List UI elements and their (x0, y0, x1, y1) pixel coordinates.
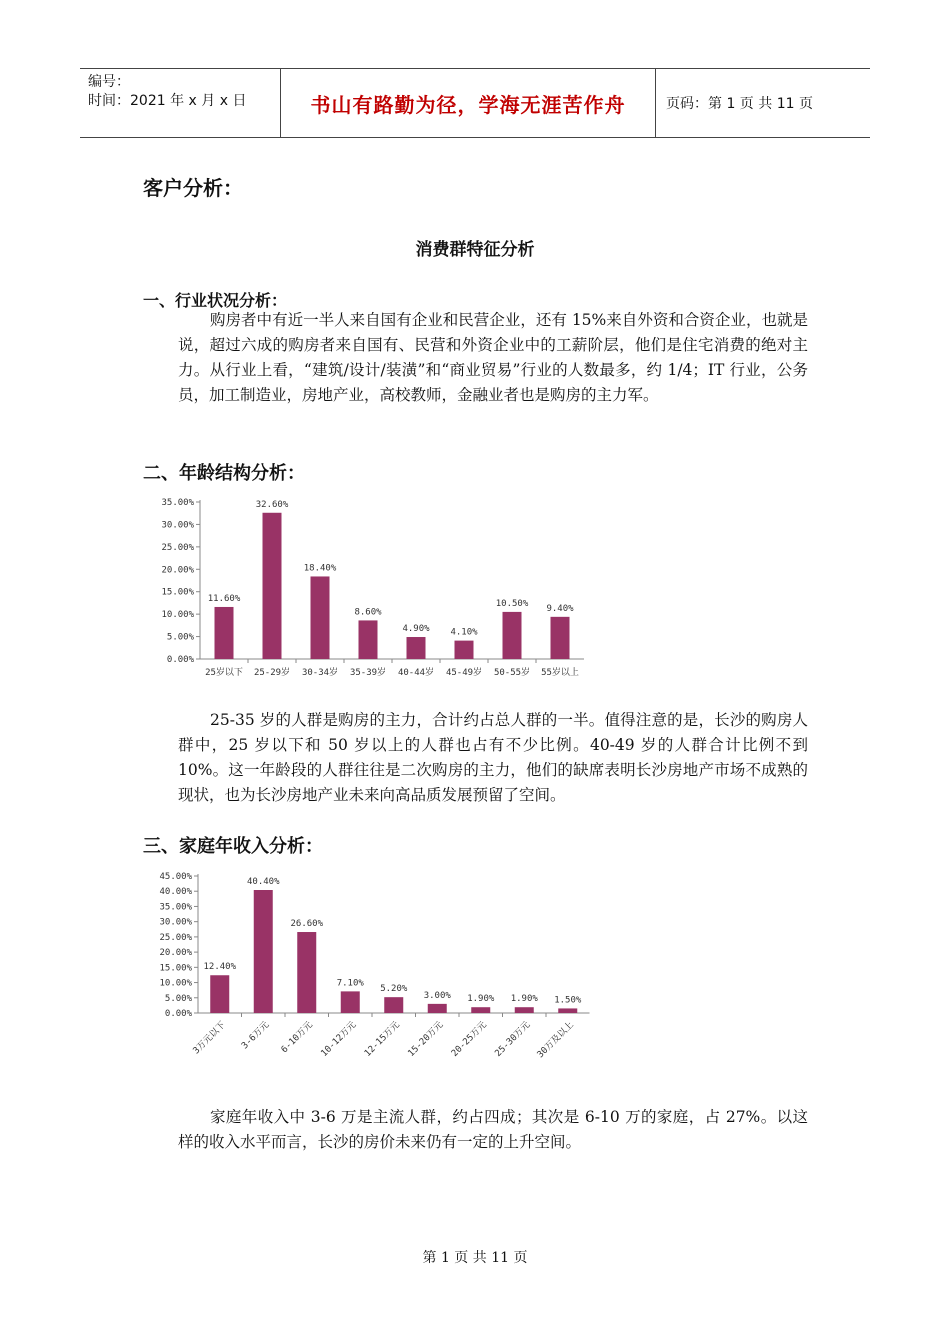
section-income-text: 家庭年收入中 3-6 万是主流人群，约占四成；其次是 6-10 万的家庭，占 27%。以这样的收入水平而言，长沙的房价未来仍有一定的上升空间。 (178, 1108, 808, 1151)
y-tick-label: 25.00% (161, 542, 194, 553)
y-tick-label: 25.00% (159, 932, 192, 943)
y-tick-label: 35.00% (159, 902, 192, 913)
x-tick-label: 25-29岁 (253, 668, 291, 678)
bar (210, 975, 229, 1013)
data-label: 3.00% (423, 990, 451, 1001)
bar (359, 620, 378, 659)
data-label: 18.40% (303, 563, 337, 574)
page-footer: 第 1 页 共 11 页 (422, 1250, 528, 1266)
bar (215, 607, 234, 659)
y-tick-label: 45.00% (159, 872, 192, 882)
bar (558, 1008, 577, 1013)
data-label: 32.60% (255, 499, 289, 510)
y-tick-label: 0.00% (164, 1009, 192, 1019)
data-label: 1.50% (554, 995, 582, 1006)
data-label: 9.40% (546, 603, 574, 614)
household-income-chart (150, 865, 600, 1075)
x-tick-label: 15-20万元 (406, 1020, 446, 1060)
x-tick-label: 3-6万元 (240, 1020, 272, 1052)
code-label: 编号： (88, 74, 130, 90)
data-label: 12.40% (203, 962, 237, 973)
x-tick-label: 3万元以下 (191, 1020, 228, 1057)
y-tick-label: 40.00% (159, 887, 192, 898)
data-label: 4.10% (450, 627, 478, 638)
x-tick-label: 25岁以下 (205, 668, 243, 678)
y-tick-label: 5.00% (164, 993, 192, 1004)
bar (471, 1007, 490, 1013)
x-tick-label: 45-49岁 (445, 668, 483, 678)
section-age-text: 25-35 岁的人群是购房的主力，合计约占总人群的一半。值得注意的是，长沙的购房人群中，25 岁以下和 50 岁以上的人群也占有不少比例。40-49 岁的人群合计比例不到 10%。这一年龄段的人群往往是二次购房的主力，他们的缺席表明长沙房地产市场不成熟的现状，也为长沙房地产业未来向高品质发展预留了空间。 (178, 711, 808, 804)
x-tick-label: 10-12万元 (319, 1020, 359, 1060)
data-label: 11.60% (207, 593, 241, 604)
x-tick-label: 6-10万元 (279, 1020, 315, 1056)
y-tick-label: 5.00% (166, 632, 194, 643)
y-tick-label: 20.00% (159, 948, 192, 959)
y-tick-label: 30.00% (159, 917, 192, 928)
age-structure-chart (150, 490, 590, 685)
bar (455, 641, 474, 659)
section-income-title: 三、家庭年收入分析： (143, 836, 323, 857)
bar (503, 612, 522, 659)
page-header (80, 68, 870, 138)
bar (263, 513, 282, 659)
doc-heading: 客户分析： (143, 176, 243, 200)
bar (428, 1004, 447, 1013)
x-tick-label: 12-15万元 (362, 1020, 402, 1060)
bar (407, 637, 426, 659)
section-industry-title: 一、行业状况分析： (143, 291, 288, 310)
x-tick-label: 30万及以上 (535, 1020, 576, 1061)
x-tick-label: 30-34岁 (301, 668, 339, 678)
doc-subtitle: 消费群特征分析 (415, 240, 535, 260)
header-motto: 书山有路勤为径，学海无涯苦作舟 (280, 69, 656, 137)
data-label: 1.90% (510, 994, 538, 1005)
x-tick-label: 20-25万元 (449, 1020, 489, 1060)
header-meta (80, 69, 280, 137)
y-tick-label: 15.00% (159, 963, 192, 974)
bar (551, 617, 570, 659)
y-tick-label: 10.00% (159, 978, 192, 989)
data-label: 1.90% (467, 994, 495, 1005)
y-tick-label: 20.00% (161, 565, 194, 576)
bar (297, 932, 316, 1013)
x-tick-label: 40-44岁 (397, 668, 435, 678)
bar (341, 991, 360, 1013)
header-page-info: 页码：第 1 页 共 11 页 (666, 96, 813, 112)
y-tick-label: 0.00% (166, 655, 194, 665)
bar (254, 890, 273, 1013)
bar (515, 1007, 534, 1013)
x-tick-label: 35-39岁 (349, 668, 387, 678)
y-tick-label: 15.00% (161, 587, 194, 598)
data-label: 8.60% (354, 607, 382, 618)
y-tick-label: 10.00% (161, 610, 194, 621)
data-label: 5.20% (380, 984, 408, 995)
date-line: 时间：2021 年 x 月 x 日 (88, 93, 247, 109)
data-label: 40.40% (246, 877, 280, 888)
bar (311, 576, 330, 659)
section-age-title: 二、年龄结构分析： (143, 463, 305, 484)
y-tick-label: 30.00% (161, 520, 194, 531)
x-tick-label: 55岁以上 (541, 668, 579, 678)
data-label: 4.90% (402, 624, 430, 635)
section-industry-text: 购房者中有近一半人来自国有企业和民营企业，还有 15%来自外资和合资企业，也就是说，超过六成的购房者来自国有、民营和外资企业中的工薪阶层，他们是住宅消费的绝对主力。从行业上看，“建筑/设计/装潢”和“商业贸易”行业的人数最多，约 1/4；IT 行业，公务员，加工制造业，房地产业，高校教师，金融业者也是购房的主力军。 (178, 311, 808, 404)
x-tick-label: 25-30万元 (493, 1020, 533, 1060)
data-label: 10.50% (495, 598, 529, 609)
x-tick-label: 50-55岁 (493, 668, 531, 678)
bar (384, 997, 403, 1013)
data-label: 7.10% (336, 978, 364, 989)
y-tick-label: 35.00% (161, 498, 194, 508)
data-label: 26.60% (290, 919, 324, 930)
